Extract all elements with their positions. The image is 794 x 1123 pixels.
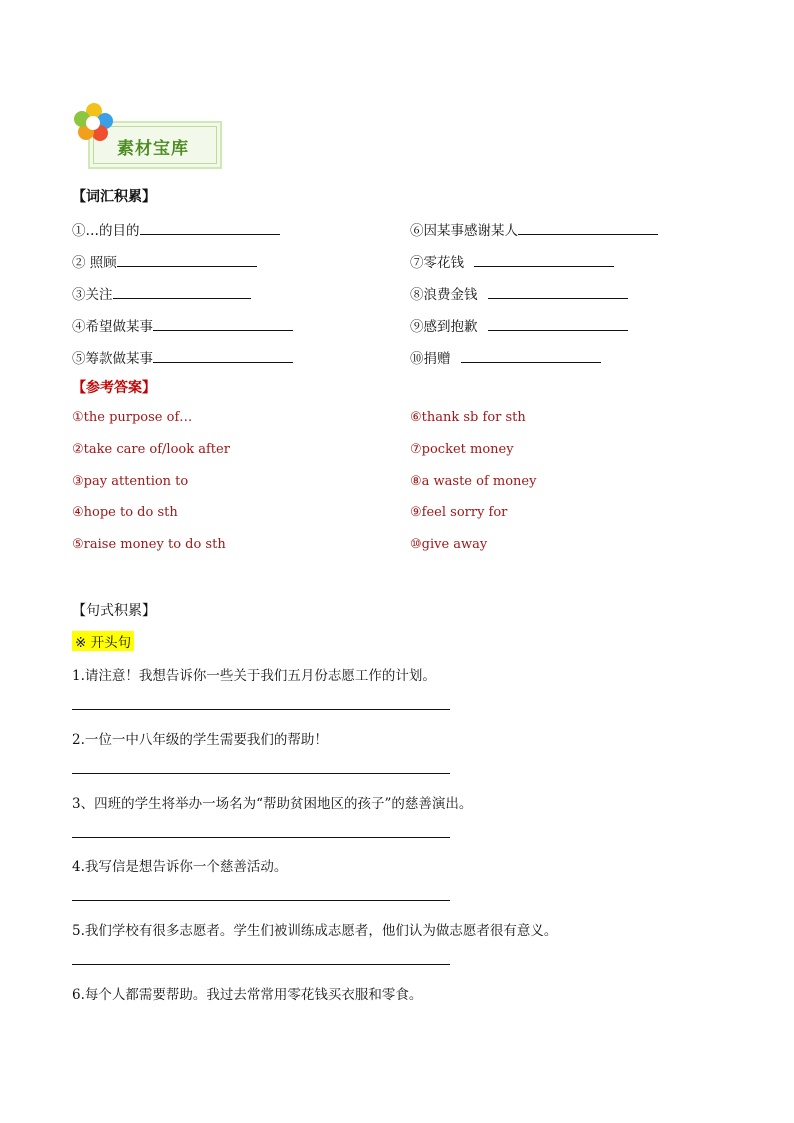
- answer-blank[interactable]: [518, 220, 658, 235]
- vocab-item: [410, 315, 628, 335]
- vocab-label: ④希望做某事: [72, 319, 153, 335]
- answer-line[interactable]: [72, 964, 450, 965]
- vocab-heading: 【词汇积累】: [72, 189, 156, 205]
- section-badge: [72, 101, 224, 171]
- answer-line[interactable]: [72, 837, 450, 838]
- answer-item: ①the purpose of…: [72, 410, 193, 425]
- answer-item: ②take care of/look after: [72, 442, 230, 457]
- answer-blank[interactable]: [488, 284, 628, 299]
- answer-blank[interactable]: [461, 348, 601, 363]
- answer-item: ⑦pocket money: [410, 442, 514, 457]
- answer-line[interactable]: [72, 709, 450, 710]
- vocab-label: ⑥因某事感谢某人: [410, 223, 518, 239]
- vocab-item: [72, 251, 257, 271]
- sentence-prompt: 4.我写信是想告诉你一个慈善活动。: [72, 859, 288, 875]
- vocab-item: [410, 347, 601, 367]
- badge-title: 素材宝库: [117, 139, 189, 159]
- answer-blank[interactable]: [113, 284, 251, 299]
- vocab-item: [72, 219, 280, 239]
- vocab-item: [72, 315, 293, 335]
- answer-blank[interactable]: [488, 316, 628, 331]
- vocab-label: ①…的目的: [72, 223, 140, 239]
- answer-item: ⑥thank sb for sth: [410, 410, 526, 425]
- answer-item: ⑩give away: [410, 537, 488, 552]
- sentence-prompt: 1.请注意！我想告诉你一些关于我们五月份志愿工作的计划。: [72, 668, 436, 684]
- vocab-label: ⑤筹款做某事: [72, 351, 153, 367]
- answer-item: ⑧a waste of money: [410, 474, 537, 489]
- answer-item: ③pay attention to: [72, 474, 189, 489]
- answer-blank[interactable]: [153, 348, 293, 363]
- answers-heading: 【参考答案】: [72, 380, 156, 396]
- vocab-label: ② 照顾: [72, 255, 117, 271]
- vocab-label: ⑧浪费金钱: [410, 287, 478, 303]
- answer-blank[interactable]: [474, 252, 614, 267]
- answer-item: ⑨feel sorry for: [410, 505, 508, 520]
- answer-line[interactable]: [72, 773, 450, 774]
- sentence-prompt: 6.每个人都需要帮助。我过去常常用零花钱买衣服和零食。: [72, 987, 423, 1003]
- vocab-item: [410, 283, 628, 303]
- vocab-label: ⑩捐赠: [410, 351, 451, 367]
- answer-blank[interactable]: [153, 316, 293, 331]
- vocab-item: [410, 251, 614, 271]
- flower-icon: [72, 101, 118, 147]
- opening-sentences-subheading: ※ 开头句: [72, 631, 134, 651]
- answer-line[interactable]: [72, 900, 450, 901]
- vocab-item: [72, 347, 293, 367]
- sentence-prompt: 5.我们学校有很多志愿者。学生们被训练成志愿者，他们认为做志愿者很有意义。: [72, 923, 558, 939]
- answer-item: ④hope to do sth: [72, 505, 178, 520]
- answer-blank[interactable]: [140, 220, 280, 235]
- answer-blank[interactable]: [117, 252, 257, 267]
- sentence-prompt: 2.一位一中八年级的学生需要我们的帮助！: [72, 732, 328, 748]
- sentences-heading: 【句式积累】: [72, 603, 156, 619]
- vocab-label: ⑨感到抱歉: [410, 319, 478, 335]
- answer-item: ⑤raise money to do sth: [72, 537, 226, 552]
- vocab-label: ③关注: [72, 287, 113, 303]
- vocab-item: [72, 283, 251, 303]
- sentence-prompt: 3、四班的学生将举办一场名为“帮助贫困地区的孩子”的慈善演出。: [72, 796, 473, 812]
- vocab-label: ⑦零花钱: [410, 255, 464, 271]
- vocab-item: [410, 219, 658, 239]
